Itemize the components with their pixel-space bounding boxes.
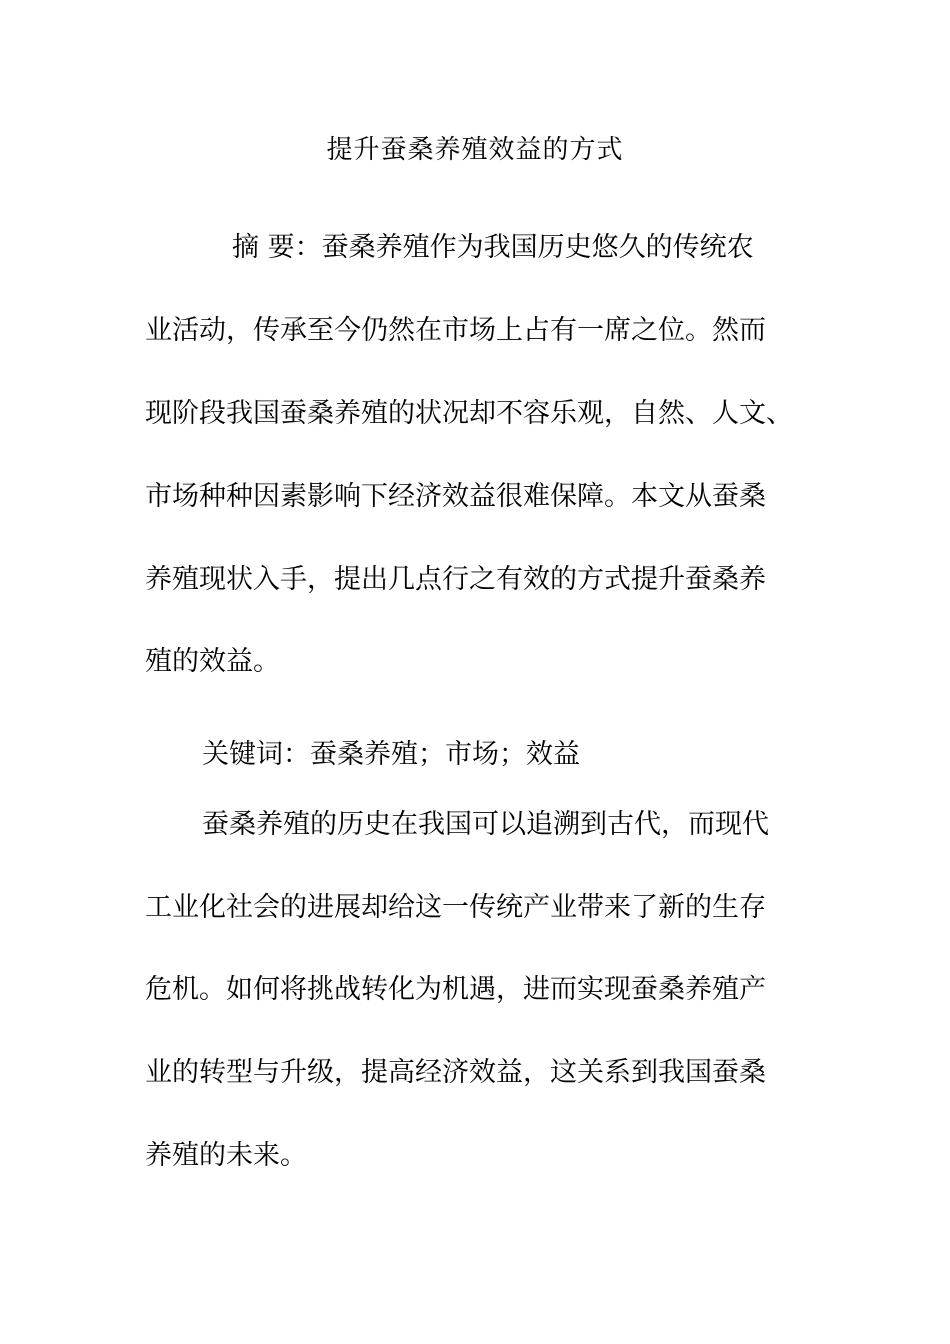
abstract-line: 殖的效益。 bbox=[145, 646, 280, 677]
abstract-line: 市场种种因素影响下经济效益很难保障。本文从蚕桑 bbox=[145, 481, 766, 512]
body-line: 危机。如何将挑战转化为机遇，进而实现蚕桑养殖产 bbox=[145, 974, 766, 1005]
body-line: 业的转型与升级，提高经济效益，这关系到我国蚕桑 bbox=[145, 1057, 766, 1088]
document-title: 提升蚕桑养殖效益的方式 bbox=[326, 135, 624, 165]
abstract-line: 业活动，传承至今仍然在市场上占有一席之位。然而 bbox=[145, 315, 766, 346]
body-line: 工业化社会的进展却给这一传统产业带来了新的生存 bbox=[145, 892, 766, 923]
body-line: 蚕桑养殖的历史在我国可以追溯到古代，而现代 bbox=[202, 809, 769, 840]
abstract-line: 摘 要：蚕桑养殖作为我国历史悠久的传统农 bbox=[232, 232, 754, 263]
abstract-line: 现阶段我国蚕桑养殖的状况却不容乐观，自然、人文、 bbox=[145, 398, 793, 429]
body-line: 养殖的未来。 bbox=[145, 1140, 307, 1171]
abstract-line: 养殖现状入手，提出几点行之有效的方式提升蚕桑养 bbox=[145, 564, 766, 595]
keywords-line: 关键词：蚕桑养殖；市场；效益 bbox=[202, 739, 580, 770]
